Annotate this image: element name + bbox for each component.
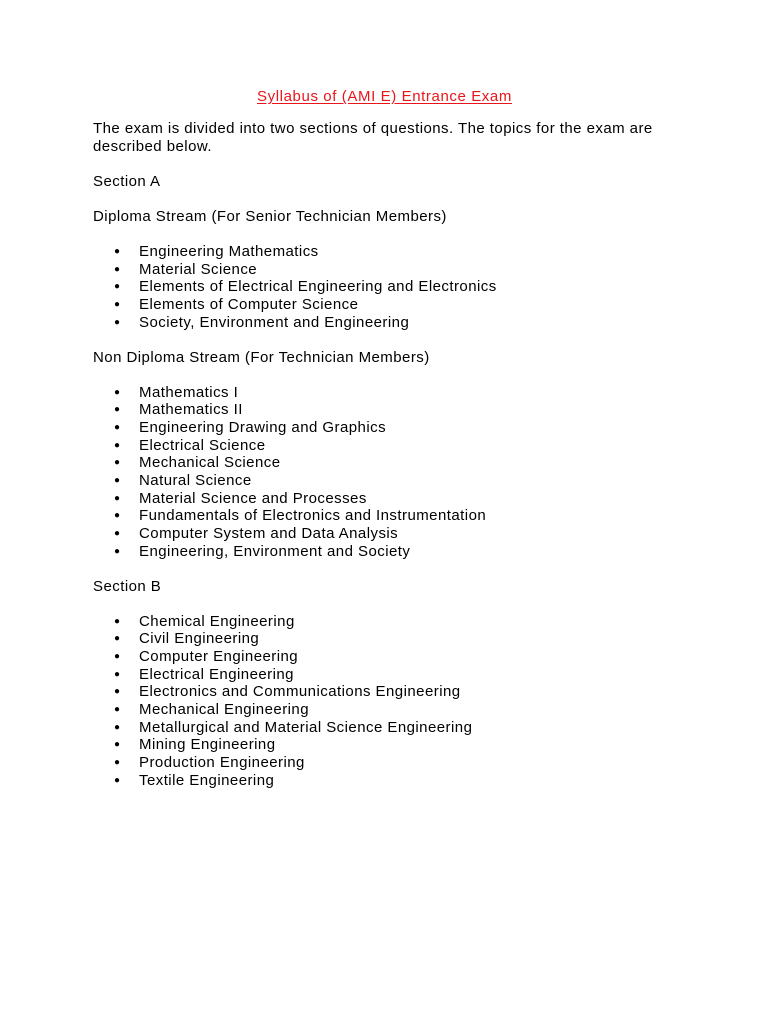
- list-item-label: Material Science and Processes: [139, 489, 367, 507]
- list-item: [93, 613, 693, 631]
- bullet-icon: ●: [114, 316, 121, 328]
- list-item-label: Elements of Electrical Engineering and Electronics: [139, 278, 497, 296]
- list-item: [93, 437, 693, 455]
- bullet-icon: ●: [114, 615, 121, 627]
- list-item-label: Elements of Computer Science: [139, 296, 359, 314]
- bullet-icon: ●: [114, 386, 121, 398]
- list-item-label: Material Science: [139, 260, 258, 278]
- list-item: [93, 525, 693, 543]
- list-item-label: Chemical Engineering: [139, 612, 295, 630]
- bullet-icon: ●: [114, 510, 121, 522]
- intro-paragraph: The exam is divided into two sections of questions. The topics for the exam are described below.: [93, 120, 653, 155]
- list-item: [93, 296, 693, 314]
- bullet-icon: ●: [114, 528, 121, 540]
- list-item: [93, 701, 693, 719]
- bullet-icon: ●: [114, 263, 121, 275]
- section-b-topic-list: [93, 613, 693, 790]
- list-item: [93, 384, 693, 402]
- bullet-icon: ●: [114, 686, 121, 698]
- list-item-label: Electrical Science: [139, 436, 266, 454]
- diploma-stream-heading: Diploma Stream (For Senior Technician Members): [93, 208, 447, 225]
- list-item: [93, 278, 693, 296]
- list-item: [93, 754, 693, 772]
- bullet-icon: ●: [114, 739, 121, 751]
- list-item: [93, 772, 693, 790]
- list-item-label: Textile Engineering: [139, 771, 275, 789]
- list-item-label: Civil Engineering: [139, 630, 260, 648]
- list-item: [93, 401, 693, 419]
- bullet-icon: ●: [114, 475, 121, 487]
- list-item-label: Production Engineering: [139, 754, 305, 772]
- bullet-icon: ●: [114, 704, 121, 716]
- bullet-icon: ●: [114, 757, 121, 769]
- list-item-label: Mechanical Engineering: [139, 701, 310, 719]
- list-item-label: Mathematics I: [139, 383, 239, 401]
- bullet-icon: ●: [114, 721, 121, 733]
- bullet-icon: ●: [114, 650, 121, 662]
- list-item-label: Computer Engineering: [139, 647, 299, 665]
- bullet-icon: ●: [114, 492, 121, 504]
- list-item: [93, 736, 693, 754]
- list-item-label: Fundamentals of Electronics and Instrumentation: [139, 507, 487, 525]
- bullet-icon: ●: [114, 439, 121, 451]
- list-item: [93, 243, 693, 261]
- list-item-label: Mining Engineering: [139, 736, 276, 754]
- section-b-heading: Section B: [93, 577, 162, 595]
- list-item: [93, 719, 693, 737]
- list-item: [93, 472, 693, 490]
- list-item-label: Electrical Engineering: [139, 665, 294, 683]
- bullet-icon: ●: [114, 281, 121, 293]
- list-item: [93, 507, 693, 525]
- list-item: [93, 490, 693, 508]
- list-item: [93, 261, 693, 279]
- list-item-label: Engineering Mathematics: [139, 243, 319, 260]
- list-item-label: Mechanical Science: [139, 454, 281, 472]
- bullet-icon: ●: [114, 421, 121, 433]
- bullet-icon: ●: [114, 457, 121, 469]
- bullet-icon: ●: [114, 774, 121, 786]
- list-item: [93, 543, 693, 561]
- list-item: [93, 666, 693, 684]
- section-a-heading: Section A: [93, 173, 161, 190]
- bullet-icon: ●: [114, 404, 121, 416]
- list-item-label: Computer System and Data Analysis: [139, 525, 399, 543]
- list-item-label: Engineering Drawing and Graphics: [139, 418, 387, 436]
- bullet-icon: ●: [114, 299, 121, 311]
- bullet-icon: ●: [114, 246, 121, 257]
- non-diploma-stream-heading: Non Diploma Stream (For Technician Members): [93, 348, 430, 366]
- list-item-label: Natural Science: [139, 472, 252, 490]
- diploma-topic-list: [93, 243, 693, 332]
- page-title: Syllabus of (AMI E) Entrance Exam: [257, 88, 512, 105]
- list-item: [93, 454, 693, 472]
- list-item-label: Society, Environment and Engineering: [139, 313, 410, 331]
- non-diploma-topic-list: [93, 384, 693, 561]
- bullet-icon: ●: [114, 668, 121, 680]
- list-item-label: Engineering, Environment and Society: [139, 542, 411, 560]
- list-item: [93, 630, 693, 648]
- bullet-icon: ●: [114, 545, 121, 557]
- list-item: [93, 648, 693, 666]
- list-item-label: Electronics and Communications Engineering: [139, 683, 461, 701]
- list-item: [93, 419, 693, 437]
- bullet-icon: ●: [114, 633, 121, 645]
- list-item: [93, 683, 693, 701]
- list-item: [93, 314, 693, 332]
- list-item-label: Mathematics II: [139, 401, 243, 419]
- document-page: [93, 86, 693, 807]
- list-item-label: Metallurgical and Material Science Engineering: [139, 718, 473, 736]
